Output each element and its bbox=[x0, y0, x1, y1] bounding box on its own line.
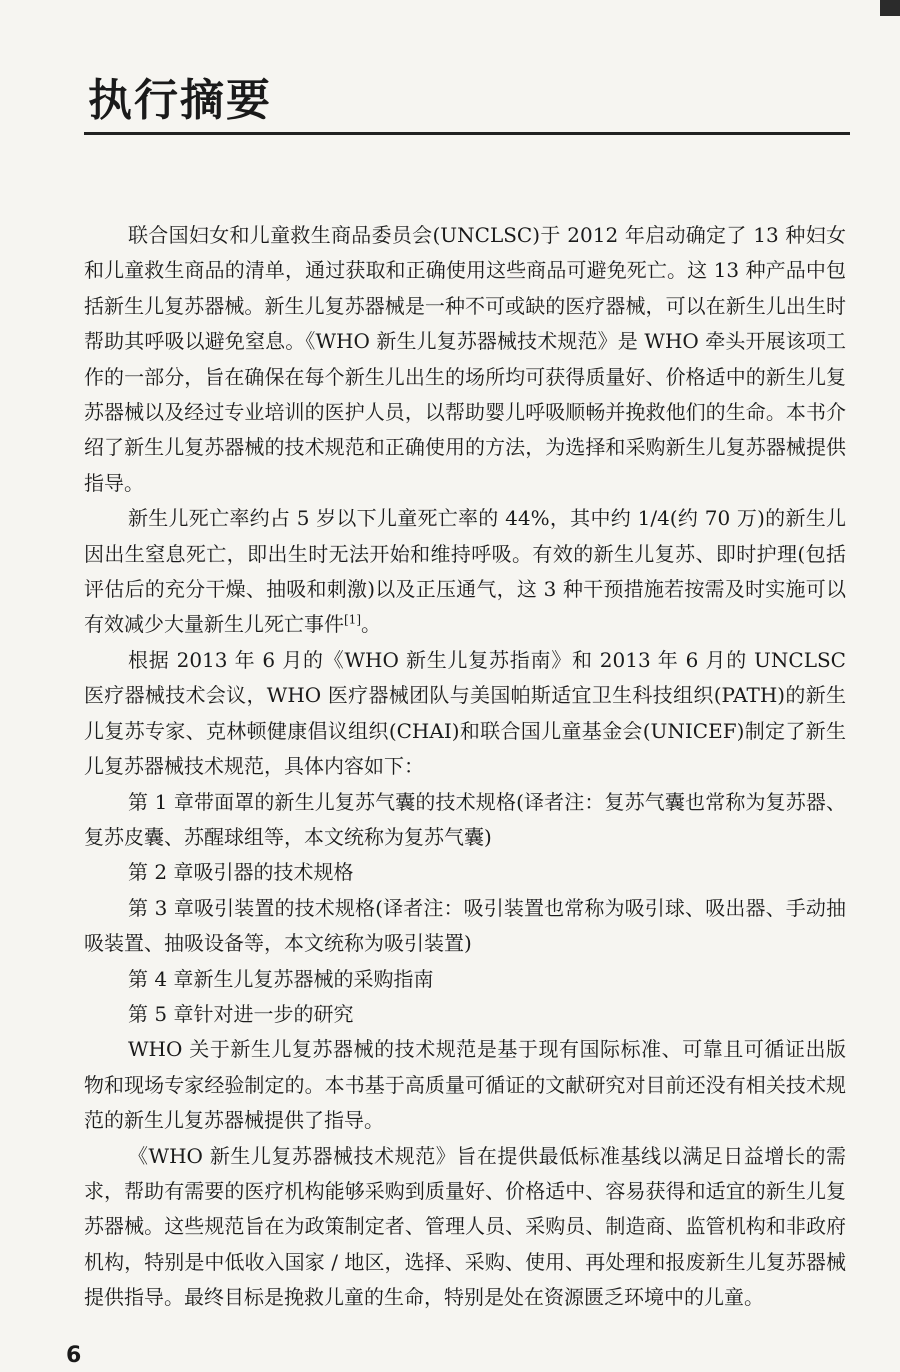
chapter-text: 吸引器的技术规格 bbox=[193, 860, 354, 885]
paragraph-intro: 联合国妇女和儿童救生商品委员会(UNCLSC)于 2012 年启动确定了 13 种妇女和儿童救生商品的清单，通过获取和正确使用这些商品可避免死亡。这 13 种产品中包括新生儿复苏器械。新生儿复苏器械是一种不可或缺的医疗器械，可以在新生儿出生时帮助其呼吸以避免窒息。《WHO 新生儿复苏器械技术规范》是 WHO 牵头开展该项工作的一部分，旨在确保在每个新生儿出生的场所均可获得质量好、价格适中的新生儿复苏器械以及经过专业培训的医护人员，以帮助婴儿呼吸顺畅并挽救他们的生命。本书介绍了新生儿复苏器械的技术规范和正确使用的方法，为选择和采购新生儿复苏器械提供指导。 bbox=[84, 223, 846, 495]
paragraph-basis: 根据 2013 年 6 月的《WHO 新生儿复苏指南》和 2013 年 6 月的 UNCLSC 医疗器械技术会议，WHO 医疗器械团队与美国帕斯适宜卫生科技组织(PATH)的新生儿复苏专家、克林顿健康倡议组织(CHAI)和联合国儿童基金会(UNICEF)制定了新生儿复苏器械技术规范，具体内容如下： bbox=[84, 647, 846, 779]
chapter-text: 新生儿复苏器械的采购指南 bbox=[193, 966, 434, 991]
chapter-text: 带面罩的新生儿复苏气囊的技术规格(译者注：复苏气囊也常称为复苏器、复苏皮囊、苏醒球组等，本文统称为复苏气囊) bbox=[84, 789, 846, 849]
chapter-item bbox=[84, 997, 846, 1032]
chapter-item bbox=[84, 891, 846, 962]
chapter-item bbox=[84, 785, 846, 856]
chapter-item bbox=[84, 962, 846, 997]
paragraph-mortality bbox=[84, 501, 846, 643]
page-title: 执行摘要 bbox=[88, 75, 272, 126]
chapter-label: 第 3 章 bbox=[128, 895, 194, 920]
citation-ref: [1] bbox=[344, 612, 361, 627]
paragraph-mortality-text: 新生儿死亡率约占 5 岁以下儿童死亡率的 44%，其中约 1/4(约 70 万)的新生儿因出生窒息死亡，即出生时无法开始和维持呼吸。有效的新生儿复苏、即时护理(包括评估后的充分干燥、抽吸和刺激)以及正压通气，这 3 种干预措施若按需及时实施可以有效减少大量新生儿死亡事件 bbox=[84, 506, 846, 637]
chapter-label: 第 5 章 bbox=[128, 1001, 194, 1026]
chapter-label: 第 2 章 bbox=[128, 860, 194, 885]
chapter-text: 针对进一步的研究 bbox=[193, 1001, 354, 1026]
chapter-item bbox=[84, 855, 846, 890]
body-text bbox=[84, 218, 846, 1316]
chapter-text: 吸引装置的技术规格(译者注：吸引装置也常称为吸引球、吸出器、手动抽吸装置、抽吸设备等，本文统称为吸引装置) bbox=[84, 895, 846, 956]
paragraph-purpose: 《WHO 新生儿复苏器械技术规范》旨在提供最低标准基线以满足日益增长的需求，帮助有需要的医疗机构能够采购到质量好、价格适中、容易获得和适宜的新生儿复苏器械。这些规范旨在为政策制定者、管理人员、采购员、制造商、监管机构和非政府机构，特别是中低收入国家 / 地区，选择、采购、使用、再处理和报废新生儿复苏器械提供指导。最终目标是挽救儿童的生命，特别是处在资源匮乏环境中的儿童。 bbox=[84, 1143, 846, 1310]
chapter-label: 第 4 章 bbox=[128, 966, 194, 991]
chapter-label: 第 1 章 bbox=[128, 789, 194, 814]
paragraph-evidence: WHO 关于新生儿复苏器械的技术规范是基于现有国际标准、可靠且可循证出版物和现场专家经验制定的。本书基于高质量可循证的文献研究对目前还没有相关技术规范的新生儿复苏器械提供了指导。 bbox=[84, 1037, 846, 1133]
paragraph-mortality-end: 。 bbox=[361, 612, 381, 637]
title-rule bbox=[84, 132, 850, 135]
page-edge-mark bbox=[880, 0, 900, 16]
page-number: 6 bbox=[66, 1343, 82, 1368]
